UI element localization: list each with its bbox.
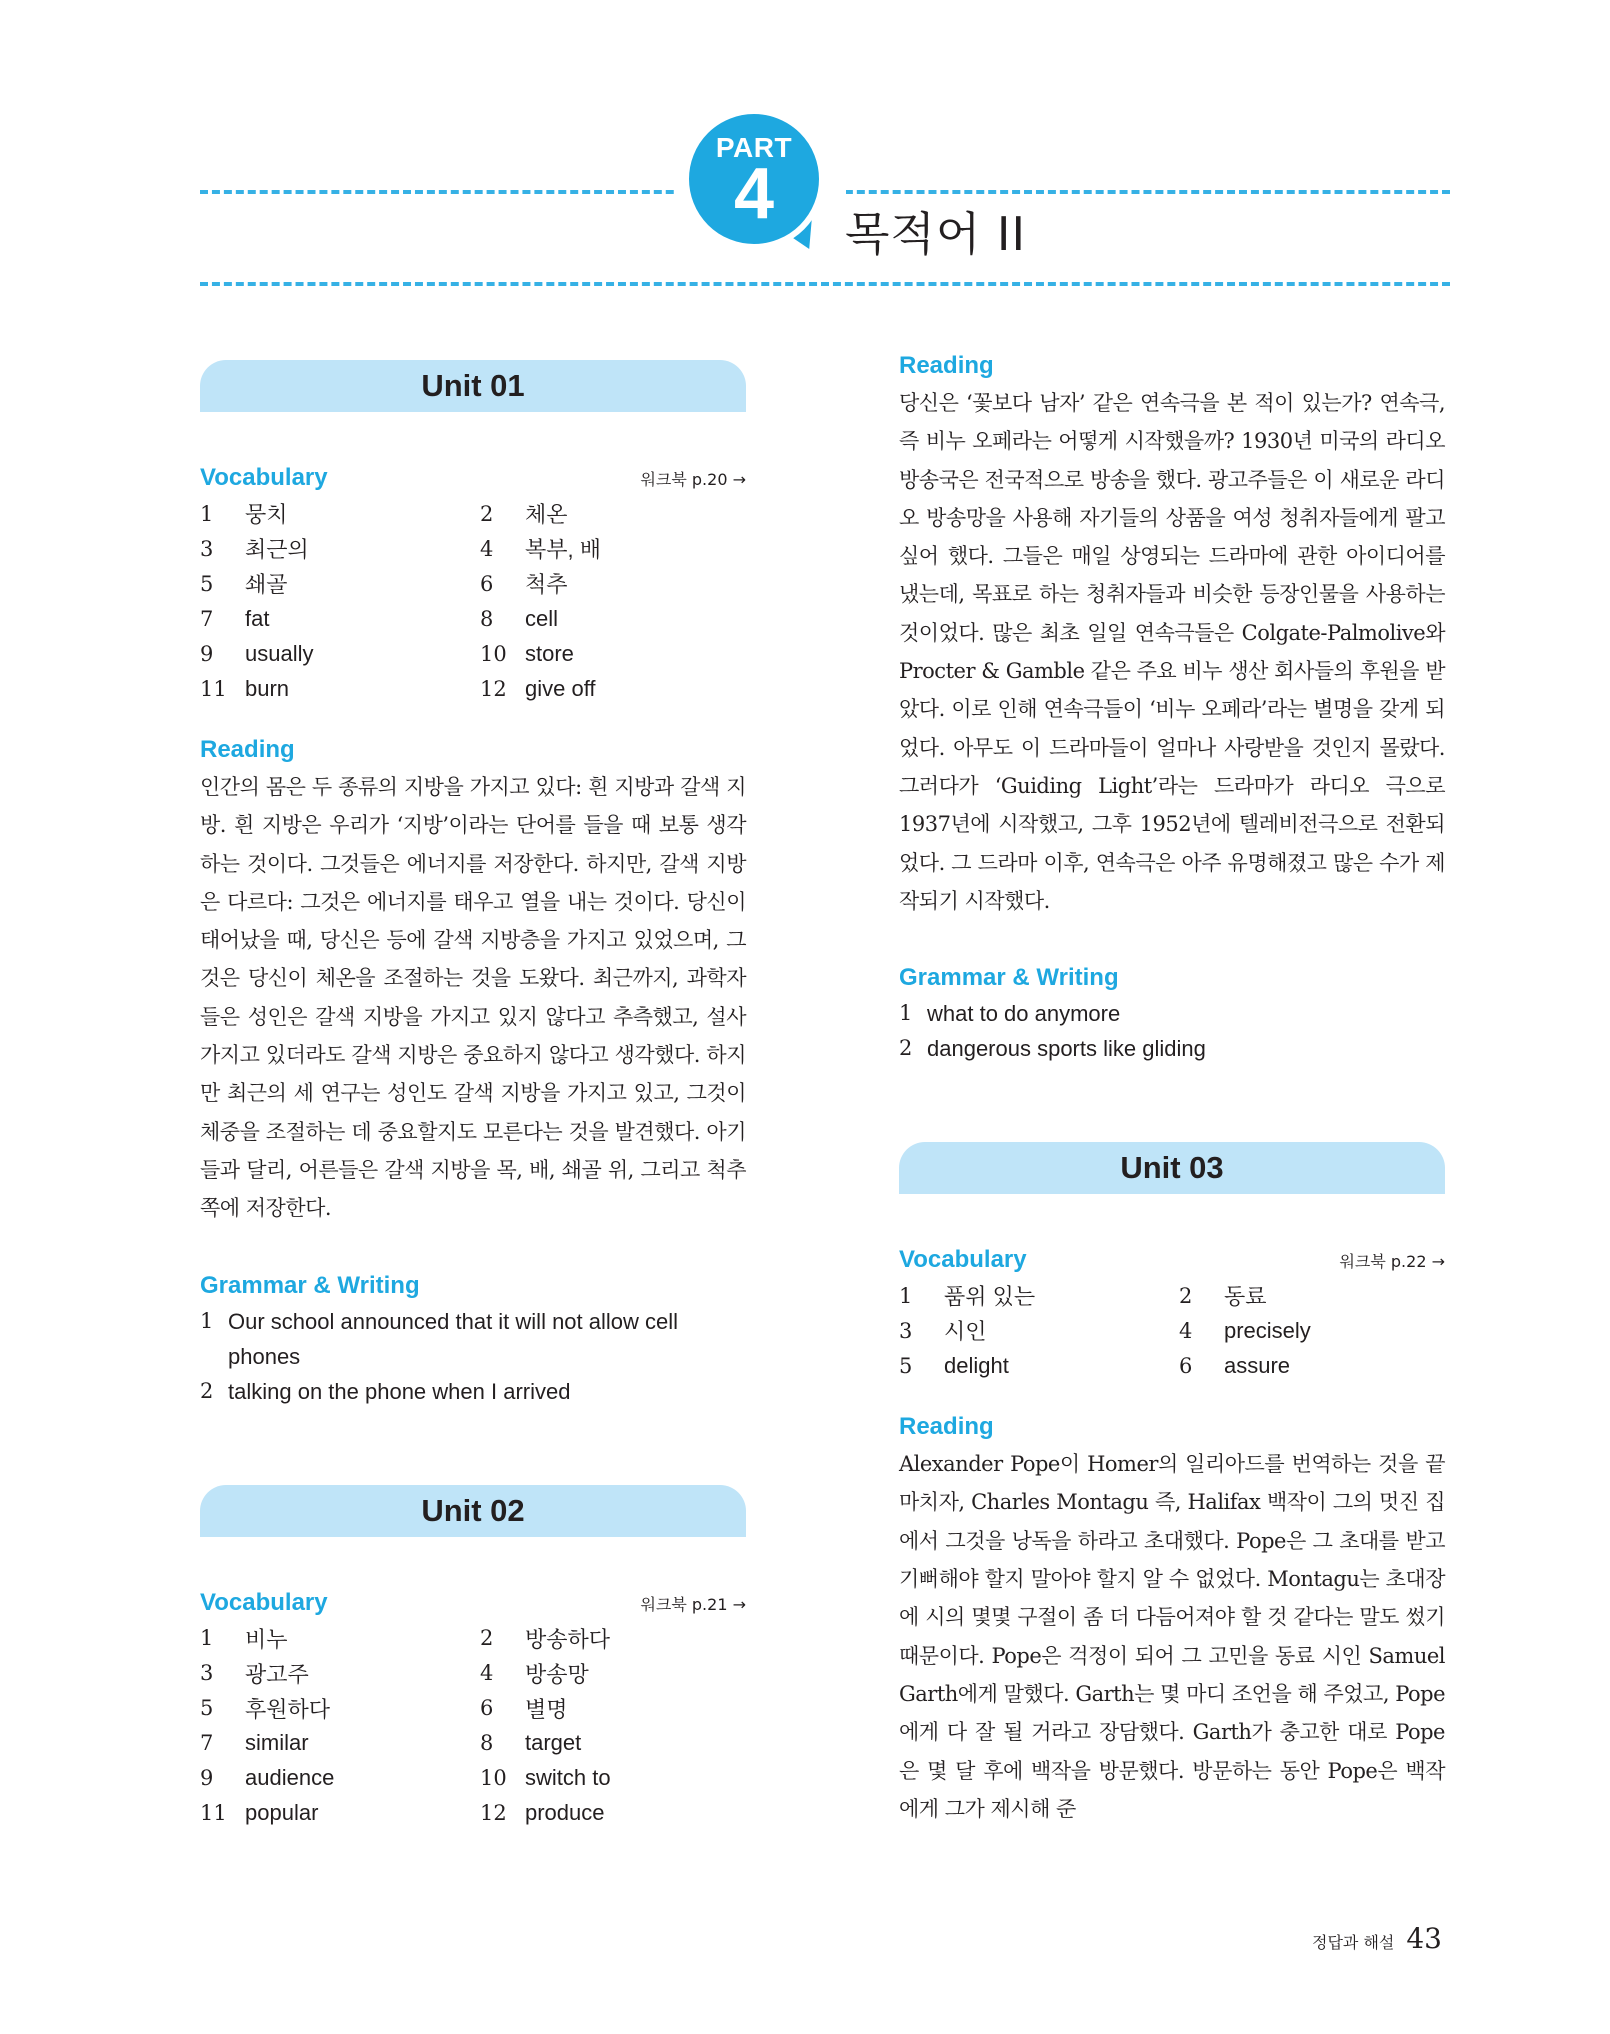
unit-02-workbook-ref: 워크북 p.21 →	[640, 1594, 746, 1614]
vocab-item	[480, 1761, 746, 1796]
gw-item	[899, 1031, 1445, 1066]
vocab-word: 시인	[944, 1319, 987, 1345]
vocab-num: 3	[899, 1318, 913, 1343]
unit-03-reading-header	[899, 1413, 1445, 1445]
vocab-item	[1179, 1313, 1445, 1348]
vocab-num: 12	[480, 1801, 507, 1826]
vocab-word: audience	[245, 1765, 335, 1791]
vocab-item	[480, 636, 746, 671]
vocab-word: 방송하다	[525, 1626, 611, 1652]
vocab-num: 2	[480, 1626, 494, 1651]
vocab-item	[200, 531, 480, 566]
gw-text: talking on the phone when I arrived	[228, 1378, 571, 1404]
vocab-num: 8	[480, 606, 494, 631]
unit-02-gw-header	[899, 964, 1445, 996]
vocab-item	[480, 566, 746, 601]
gw-item	[899, 996, 1445, 1031]
vocab-word: 별명	[525, 1696, 568, 1722]
vocab-word: 뭉치	[245, 502, 288, 527]
vocab-item	[480, 1796, 746, 1831]
gw-num: 1	[899, 1001, 913, 1026]
vocab-num: 3	[200, 536, 214, 561]
vocab-word: 방송망	[525, 1661, 589, 1687]
spacer	[899, 1066, 1445, 1142]
unit-03-workbook-ref: 워크북 p.22 →	[1339, 1252, 1445, 1272]
vocab-item	[200, 671, 480, 706]
vocab-item	[899, 1278, 1179, 1313]
vocab-word: 동료	[1224, 1284, 1267, 1310]
vocab-item	[480, 1621, 746, 1656]
unit-01-vocab-header	[200, 464, 746, 496]
page-number: 43	[1406, 1922, 1442, 1955]
unit-02-vocab-header	[200, 1589, 746, 1621]
vocab-word: store	[525, 640, 574, 666]
vocab-word: switch to	[525, 1765, 611, 1791]
vocab-num: 4	[480, 536, 494, 561]
vocab-word: 최근의	[245, 537, 309, 562]
unit-02-title: Unit 02	[421, 1492, 525, 1528]
unit-01-title: Unit 01	[421, 368, 525, 403]
vocab-item	[200, 636, 480, 671]
vocab-num: 4	[480, 1661, 494, 1686]
vocab-word: 쇄골	[245, 572, 288, 597]
gw-num: 1	[200, 1308, 214, 1333]
unit-02-vocab-list	[200, 1621, 746, 1831]
part-label: PART	[715, 132, 793, 163]
vocab-word: usually	[245, 640, 314, 666]
gw-text: Our school announced that it will not allow cell phones	[228, 1308, 679, 1369]
page-footer	[1312, 1922, 1442, 1955]
vocab-word: give off	[525, 675, 596, 701]
vocab-word: 비누	[245, 1626, 288, 1652]
unit-02-reading-header	[899, 352, 1445, 384]
unit-03-vocab-title: Vocabulary	[899, 1246, 1027, 1274]
unit-02-vocab-title: Vocabulary	[200, 1588, 328, 1616]
unit-01-vocab-list	[200, 496, 746, 706]
vocab-num: 2	[480, 501, 494, 526]
vocab-num: 1	[200, 1626, 214, 1651]
vocab-num: 7	[200, 606, 214, 631]
unit-01-banner	[200, 360, 746, 412]
vocab-item	[200, 1656, 480, 1691]
vocab-num: 6	[1179, 1353, 1193, 1378]
vocab-word: 척추	[525, 572, 568, 597]
unit-03-banner	[899, 1142, 1445, 1194]
vocab-num: 5	[200, 571, 214, 596]
gw-item	[200, 1304, 746, 1374]
vocab-word: 복부, 배	[525, 537, 601, 562]
unit-02-banner	[200, 1485, 746, 1537]
vocab-word: popular	[245, 1800, 319, 1826]
vocab-word: precisely	[1224, 1317, 1311, 1343]
vocab-item	[200, 1691, 480, 1726]
gw-text: what to do anymore	[927, 1001, 1121, 1027]
vocab-item	[1179, 1348, 1445, 1383]
vocab-num: 6	[480, 1696, 494, 1721]
unit-02-gw-title: Grammar & Writing	[899, 964, 1119, 992]
unit-01-gw-title: Grammar & Writing	[200, 1271, 420, 1299]
vocab-num: 10	[480, 1766, 507, 1791]
vocab-item	[480, 1691, 746, 1726]
spacer	[899, 920, 1445, 964]
vocab-num: 9	[200, 1766, 214, 1791]
vocab-item	[1179, 1278, 1445, 1313]
footer-label: 정답과 해설	[1311, 1933, 1395, 1952]
vocab-word: assure	[1224, 1352, 1291, 1378]
vocab-num: 5	[899, 1353, 913, 1378]
left-column	[200, 360, 746, 1831]
vocab-word: 후원하다	[245, 1696, 331, 1722]
vocab-num: 6	[480, 571, 494, 596]
vocab-num: 8	[480, 1731, 494, 1756]
gw-item	[200, 1374, 746, 1409]
unit-03-title: Unit 03	[1120, 1150, 1224, 1186]
vocab-word: target	[525, 1730, 582, 1756]
unit-03-reading-text: Alexander Pope이 Homer의 일리아드를 번역하는 것을 끝마치자, Charles Montagu 즉, Halifax 백작이 그의 멋진 집에서 그것을 낭독을 하라고 초대했다. Pope은 그 초대를 받고 기뻐해야 할지 말아야 할지 알 수 없었다. Montagu는 초대장에 시의 몇몇 구절이 좀 더 다듬어져야 할 것 같다는 말도 썼기 때문이다. Pope은 걱정이 되어 그 고민을 동료 시인 Samuel Garth에게 말했다. Garth는 몇 마디 조언을 해 주었고, Pope에게 다 잘 될 거라고 장담했다. Garth가 충고한 대로 Pope은 몇 달 후에 백작을 방문했다. 방문하는 동안 Pope은 백작에게 그가 제시해 준	[899, 1452, 1445, 1821]
vocab-num: 11	[200, 676, 227, 701]
vocab-num: 7	[200, 1731, 214, 1756]
header-dashed-line-bottom	[200, 282, 1450, 286]
unit-02-reading-title: Reading	[899, 352, 994, 379]
page-title: 목적어 II	[845, 207, 1027, 261]
unit-03-vocab-header	[899, 1246, 1445, 1278]
vocab-item	[480, 496, 746, 531]
vocab-word: burn	[245, 675, 290, 701]
unit-01-vocab-title: Vocabulary	[200, 464, 328, 491]
unit-03-reading-title: Reading	[899, 1413, 994, 1441]
vocab-num: 1	[200, 501, 214, 526]
spacer	[200, 706, 746, 736]
part-number: 4	[733, 154, 775, 234]
unit-01-workbook-ref: 워크북 p.20 →	[640, 470, 746, 489]
vocab-item	[899, 1348, 1179, 1383]
unit-01-reading-text: 인간의 몸은 두 종류의 지방을 가지고 있다: 흰 지방과 갈색 지방. 흰 지방은 우리가 ‘지방’이라는 단어를 들을 때 보통 생각하는 것이다. 그것들은 에너지를 저장한다. 하지만, 갈색 지방은 다르다: 그것은 에너지를 태우고 열을 내는 것이다. 당신이 태어났을 때, 당신은 등에 갈색 지방층을 가지고 있었으며, 그것은 당신이 체온을 조절하는 것을 도왔다. 최근까지, 과학자들은 성인은 갈색 지방을 가지고 있지 않다고 추측했고, 설사 가지고 있더라도 갈색 지방은 중요하지 않다고 생각했다. 하지만 최근의 세 연구는 성인도 갈색 지방을 가지고 있고, 그것이 체중을 조절하는 데 중요할지도 모른다는 것을 발견했다. 아기들과 달리, 어른들은 갈색 지방을 목, 배, 쇄골 위, 그리고 척추 쪽에 저장한다.	[200, 775, 746, 1221]
vocab-word: cell	[525, 605, 559, 631]
vocab-word: 광고주	[245, 1661, 309, 1687]
vocab-num: 5	[200, 1696, 214, 1721]
vocab-item	[200, 1761, 480, 1796]
spacer	[200, 1228, 746, 1272]
vocab-num: 10	[480, 641, 507, 666]
vocab-word: 품위 있는	[944, 1284, 1036, 1310]
vocab-item	[480, 601, 746, 636]
vocab-item	[200, 1796, 480, 1831]
gw-num: 2	[899, 1036, 913, 1061]
gw-text: dangerous sports like gliding	[927, 1036, 1206, 1062]
vocab-num: 11	[200, 1801, 227, 1826]
vocab-word: delight	[944, 1352, 1009, 1378]
part-badge	[683, 108, 833, 258]
spacer	[899, 1383, 1445, 1413]
vocab-num: 2	[1179, 1283, 1193, 1308]
vocab-word: 체온	[525, 502, 568, 527]
vocab-word: fat	[245, 605, 270, 631]
vocab-word: similar	[245, 1730, 309, 1756]
vocab-num: 9	[200, 641, 214, 666]
vocab-num: 4	[1179, 1318, 1193, 1343]
unit-03-vocab-list	[899, 1278, 1445, 1383]
right-column	[899, 352, 1445, 1828]
vocab-num: 3	[200, 1661, 214, 1686]
vocab-item	[899, 1313, 1179, 1348]
spacer	[200, 1409, 746, 1485]
unit-01-gw-header	[200, 1272, 746, 1304]
vocab-item	[480, 671, 746, 706]
vocab-word: produce	[525, 1800, 605, 1826]
vocab-item	[480, 1726, 746, 1761]
vocab-num: 1	[899, 1283, 913, 1308]
vocab-item	[480, 531, 746, 566]
vocab-item	[200, 601, 480, 636]
vocab-item	[200, 1726, 480, 1761]
vocab-item	[480, 1656, 746, 1691]
unit-02-reading-text: 당신은 ‘꽃보다 남자’ 같은 연속극을 본 적이 있는가? 연속극, 즉 비누 오페라는 어떻게 시작했을까? 1930년 미국의 라디오 방송국은 전국적으로 방송을 했다. 광고주들은 이 새로운 라디오 방송망을 사용해 자기들의 상품을 여성 청취자들에게 팔고 싶어 했다. 그들은 매일 상영되는 드라마에 관한 아이디어를 냈는데, 목표로 하는 청취자들과 비슷한 등장인물을 사용하는 것이었다. 많은 최초 일일 연속극들은 Colgate-Palmolive와 Procter & Gamble 같은 주요 비누 생산 회사들의 후원을 받았다. 이로 인해 연속극들이 ‘비누 오페라’라는 별명을 갖게 되었다. 아무도 이 드라마들이 얼마나 사랑받을 것인지 몰랐다. 그러다가 ‘Guiding Light’라는 드라마가 라디오 극으로 1937년에 시작했고, 그후 1952년에 텔레비전극으로 전환되었다. 그 드라마 이후, 연속극은 아주 유명해졌고 많은 수가 제작되기 시작했다.	[899, 391, 1445, 913]
vocab-item	[200, 566, 480, 601]
vocab-num: 12	[480, 676, 507, 701]
vocab-item	[200, 1621, 480, 1656]
unit-01-reading-title: Reading	[200, 736, 295, 763]
vocab-item	[200, 496, 480, 531]
unit-01-reading-header	[200, 736, 746, 768]
gw-num: 2	[200, 1378, 214, 1403]
